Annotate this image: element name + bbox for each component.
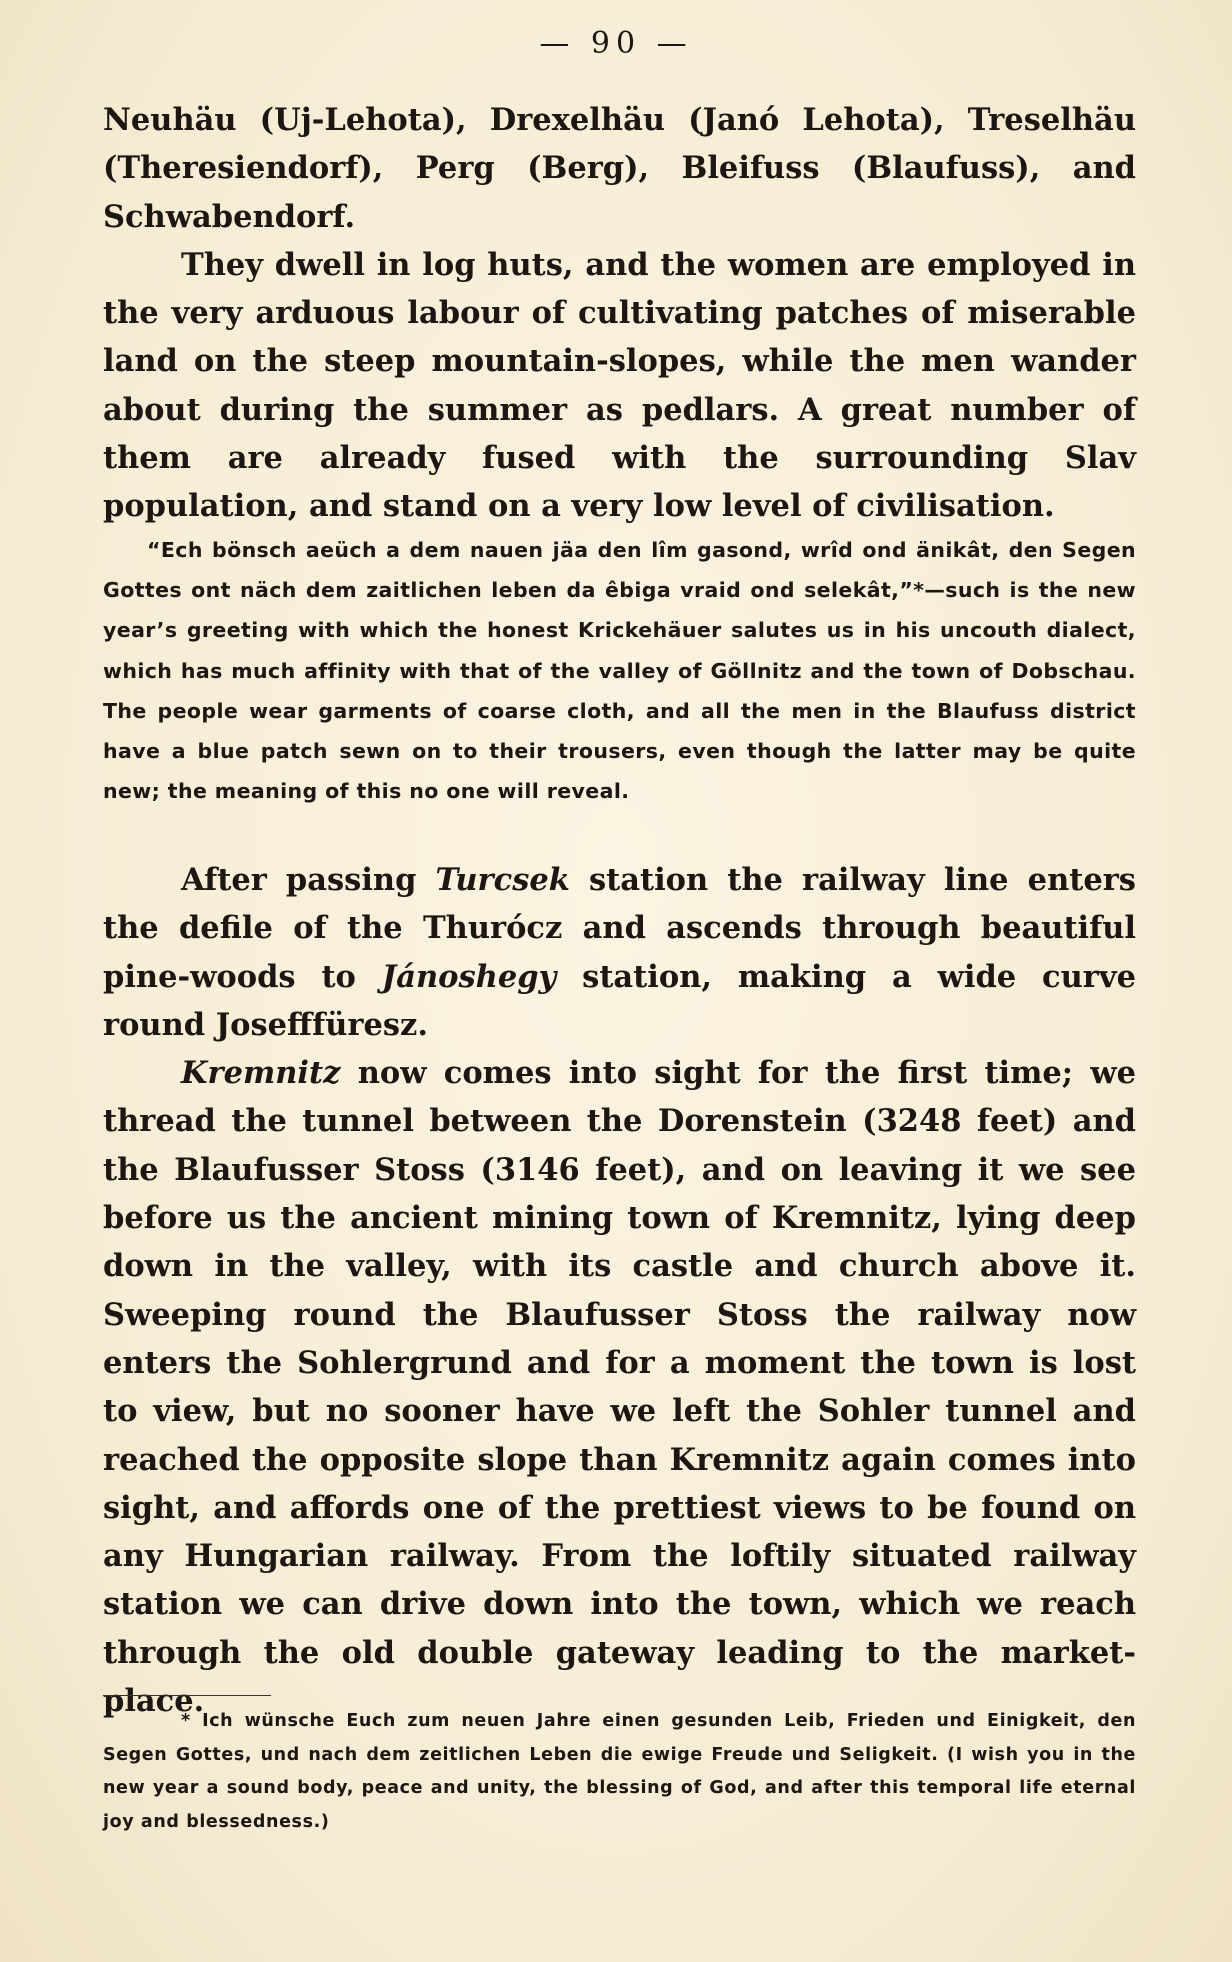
place-name-janoshegy: Jánoshegy xyxy=(381,958,557,995)
page-number: — 90 — xyxy=(539,26,693,61)
dialect-note xyxy=(103,530,1136,811)
para3-before: After passing xyxy=(181,862,436,898)
body-text-lower xyxy=(103,856,1136,1725)
para4-text: now comes into sight for the first time; we thread the tunnel between the Dorenstein (3248 feet) and the Blaufusser Stoss (3146 feet), and on leaving it we see before us the ancient mining town of Kremnitz, lying deep down in the valley, with its castle and church above it. Sweeping round the Blaufusser Stoss the railway now enters the Sohlergrund and for a moment the town is lost to view, but no sooner have we left the Sohler tunnel and reached the opposite slope than Kremnitz again comes into sight, and affords one of the prettiest views to be found on any Hungarian railway. From the loftily situated railway station we can drive down into the town, which we reach through the old double gateway leading to the market-place. xyxy=(103,1055,1136,1720)
footnote-rule xyxy=(103,1695,271,1696)
paragraph-place-names: Neuhäu (Uj-Lehota), Drexelhäu (Janó Lehota), Treselhäu (Theresiendorf), Perg (Berg), Bleifuss (Blaufuss), and Schwabendorf. xyxy=(103,102,1136,235)
paragraph-turcsek xyxy=(103,856,1136,1049)
para3-after: station, making a wide curve round Josefffüresz. xyxy=(103,958,1136,1043)
paragraph-kremnitz xyxy=(103,1049,1136,1725)
place-name-turcsek: Turcsek xyxy=(435,862,570,898)
para3-middle: station the railway line enters the defile of the Thurócz and ascends through beautiful pine-woods to xyxy=(103,862,1136,995)
place-name-kremnitz: Kremnitz xyxy=(181,1055,341,1092)
footnote: * Ich wünsche Euch zum neuen Jahre einen gesunden Leib, Frieden und Einigkeit, den Segen Gottes, und nach dem zeitlichen Leben die ewige Freude und Seligkeit. (I wish you in the new year a sound body, peace and unity, the blessing of God, and after this temporal life eternal joy and blessedness.) xyxy=(103,1711,1136,1832)
body-text-upper xyxy=(103,96,1136,531)
dialect-greeting-paragraph: “Ech bönsch aeüch a dem nauen jäa den lîm gasond, wrîd ond änikât, den Segen Gottes ont näch dem zaitlichen leben da êbiga vraid ond selekât,”*—such is the new year’s greeting with which the honest Krickehäuer salutes us in his uncouth dialect, which has much affinity with that of the valley of Göllnitz and the town of Dobschau. The people wear garments of coarse cloth, and all the men in the Blaufuss district have a blue patch sewn on to their trousers, even though the latter may be quite new; the meaning of this no one will reveal. xyxy=(103,538,1136,804)
paragraph-dwellings: They dwell in log huts, and the women are employed in the very arduous labour of cultivating patches of miserable land on the steep mountain-slopes, while the men wander about during the summer as pedlars. A great number of them are already fused with the surrounding Slav population, and stand on a very low level of civilisation. xyxy=(103,246,1136,525)
